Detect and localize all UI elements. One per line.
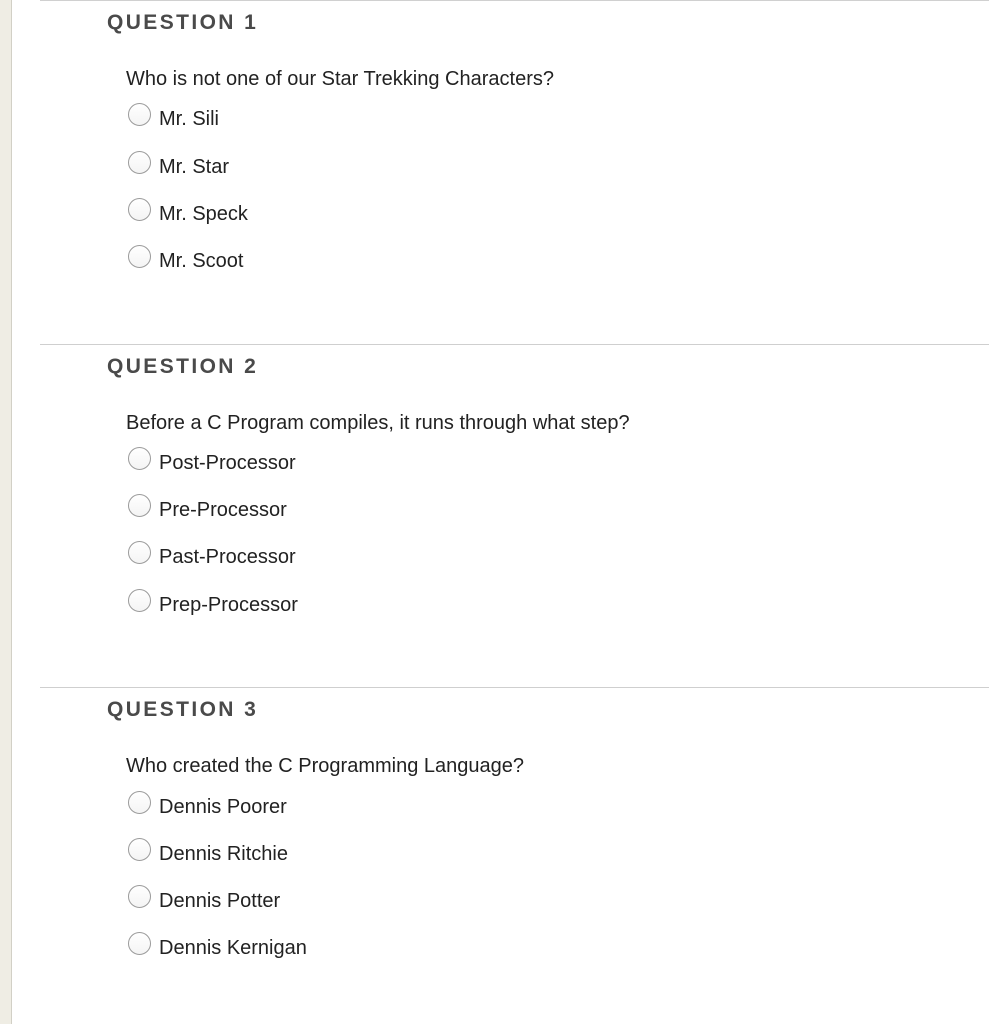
radio-button[interactable] xyxy=(128,447,151,470)
answer-label: Dennis Ritchie xyxy=(159,842,288,865)
answer-option[interactable] xyxy=(128,592,298,618)
radio-button[interactable] xyxy=(128,589,151,612)
radio-button[interactable] xyxy=(128,932,151,955)
answer-label: Mr. Speck xyxy=(159,202,248,225)
radio-button[interactable] xyxy=(128,198,151,221)
answer-label: Mr. Star xyxy=(159,155,230,178)
question-heading: QUESTION 2 xyxy=(107,355,259,378)
radio-button[interactable] xyxy=(128,885,151,908)
answer-option[interactable] xyxy=(128,450,296,476)
question-divider xyxy=(40,344,989,345)
answer-option[interactable] xyxy=(128,201,248,227)
answer-option[interactable] xyxy=(128,544,296,570)
answer-option[interactable] xyxy=(128,106,219,132)
answer-label: Post-Processor xyxy=(159,451,296,474)
answer-option[interactable] xyxy=(128,935,307,961)
left-frame-rail xyxy=(0,0,12,1024)
answer-label: Dennis Kernigan xyxy=(159,936,307,959)
answer-label: Prep-Processor xyxy=(159,593,298,616)
answer-option[interactable] xyxy=(128,497,287,523)
answer-option[interactable] xyxy=(128,154,229,180)
top-divider xyxy=(40,0,989,1)
question-text: Before a C Program compiles, it runs through what step? xyxy=(126,412,630,434)
answer-label: Dennis Poorer xyxy=(159,795,287,818)
radio-button[interactable] xyxy=(128,494,151,517)
answer-label: Past-Processor xyxy=(159,545,296,568)
question-divider xyxy=(40,687,989,688)
answer-label: Pre-Processor xyxy=(159,498,287,521)
radio-button[interactable] xyxy=(128,103,151,126)
question-text: Who is not one of our Star Trekking Characters? xyxy=(126,68,554,90)
answer-label: Dennis Potter xyxy=(159,889,281,912)
answer-option[interactable] xyxy=(128,794,287,820)
radio-button[interactable] xyxy=(128,151,151,174)
answer-label: Mr. Sili xyxy=(159,107,219,130)
question-heading: QUESTION 3 xyxy=(107,698,259,721)
question-heading: QUESTION 1 xyxy=(107,11,259,34)
question-text: Who created the C Programming Language? xyxy=(126,755,525,777)
radio-button[interactable] xyxy=(128,838,151,861)
radio-button[interactable] xyxy=(128,245,151,268)
answer-option[interactable] xyxy=(128,248,243,274)
answer-label: Mr. Scoot xyxy=(159,249,244,272)
radio-button[interactable] xyxy=(128,791,151,814)
answer-option[interactable] xyxy=(128,888,280,914)
answer-option[interactable] xyxy=(128,841,288,867)
radio-button[interactable] xyxy=(128,541,151,564)
